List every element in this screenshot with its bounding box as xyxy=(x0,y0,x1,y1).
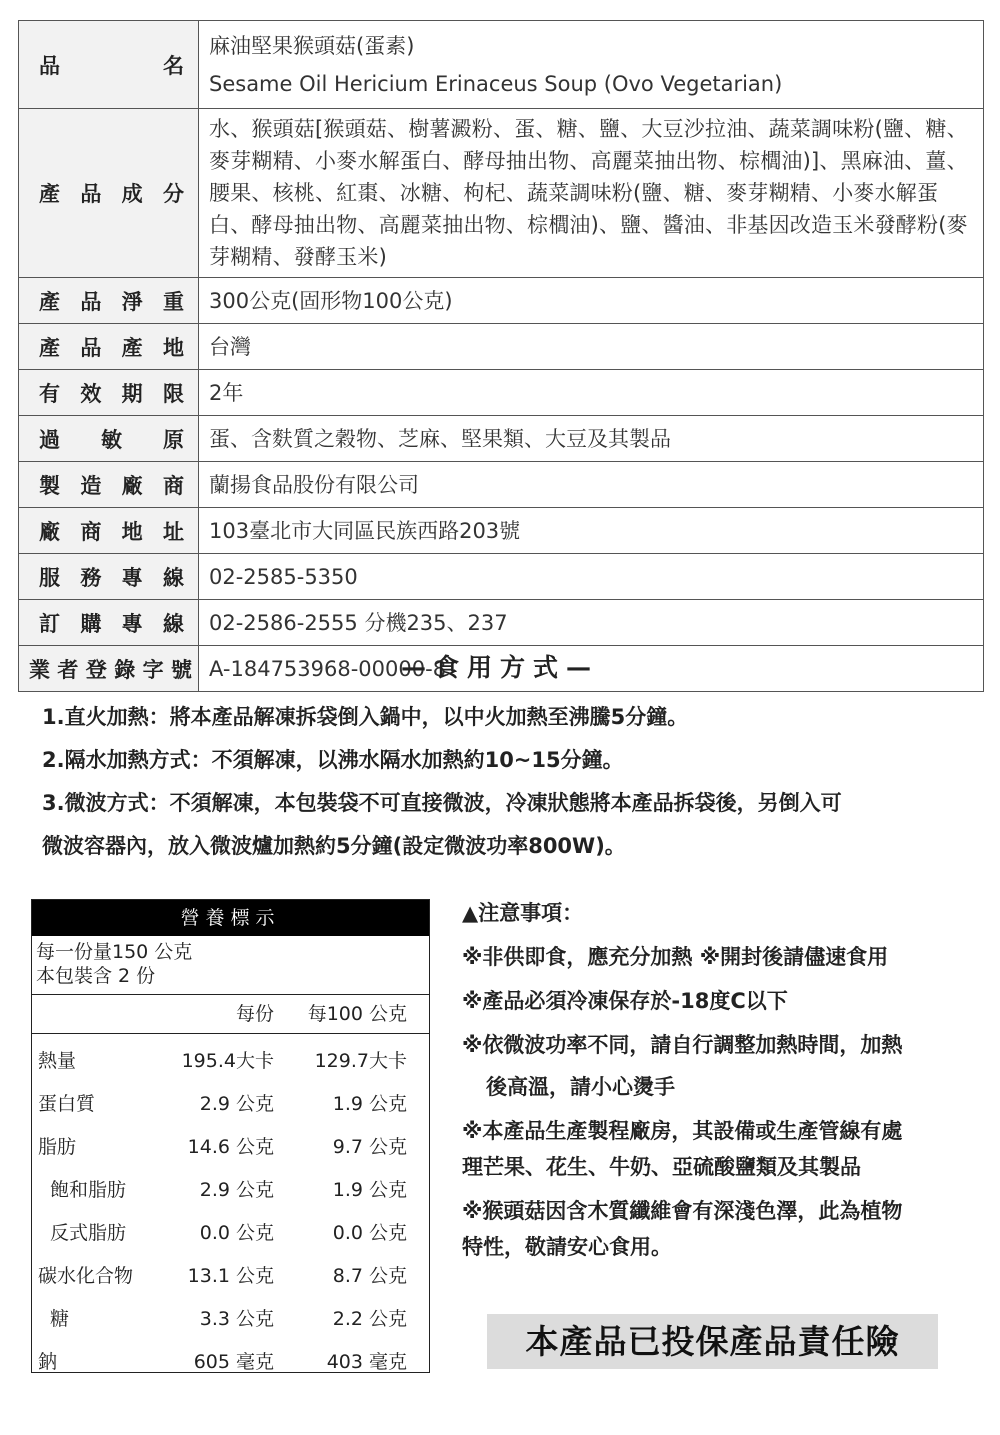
info-row-label: 有效期限 xyxy=(19,370,199,416)
info-row-value: 103臺北市大同區民族西路203號 xyxy=(199,508,984,554)
note-item: ※本產品生產製程廠房，其設備或生產管線有處 xyxy=(462,1119,903,1143)
ingredients-row xyxy=(19,109,984,278)
nutrient-per-serving: 13.1 公克 xyxy=(187,1265,274,1287)
nutrient-per-100g: 0.0 公克 xyxy=(332,1222,407,1244)
nutrient-per-100g: 9.7 公克 xyxy=(332,1136,407,1158)
note-item: ※產品必須冷凍保存於-18度C以下 xyxy=(462,989,788,1013)
nutrient-name: 蛋白質 xyxy=(38,1093,96,1115)
nutrient-per-100g: 129.7大卡 xyxy=(314,1050,407,1072)
product-name-zh: 麻油堅果猴頭菇(蛋素) xyxy=(209,33,415,58)
nutrition-row xyxy=(32,1083,429,1126)
info-row-value: 蛋、含麩質之穀物、芝麻、堅果類、大豆及其製品 xyxy=(199,416,984,462)
nutrient-name: 脂肪 xyxy=(38,1136,77,1158)
nutrient-name: 熱量 xyxy=(38,1050,77,1072)
serving-size: 每一份量150 公克 xyxy=(36,941,193,963)
nutrient-per-serving: 2.9 公克 xyxy=(199,1093,274,1115)
nutrient-per-100g: 1.9 公克 xyxy=(332,1179,407,1201)
nutrition-row xyxy=(32,1255,429,1298)
info-row-label: 服務專線 xyxy=(19,554,199,600)
nutrient-per-100g: 1.9 公克 xyxy=(332,1093,407,1115)
note-item: ※猴頭菇因含木質纖維會有深淺色澤，此為植物 xyxy=(462,1199,903,1223)
info-row-label: 業者登錄字號 xyxy=(19,646,199,692)
nutrition-row xyxy=(32,1298,429,1341)
nutrition-serving-info xyxy=(32,936,429,988)
info-row-label: 產品淨重 xyxy=(19,278,199,324)
col-header-per-100g: 每100 公克 xyxy=(307,1003,407,1025)
product-name-row xyxy=(19,21,984,109)
info-row-label: 過敏原 xyxy=(19,416,199,462)
nutrition-title: 營養標示 xyxy=(32,900,429,936)
nutrient-name: 糖 xyxy=(50,1308,70,1330)
liability-insurance-banner: 本產品已投保產品責任險 xyxy=(487,1314,938,1369)
nutrition-facts-panel xyxy=(31,899,430,1373)
info-row xyxy=(19,554,984,600)
info-row-value: 台灣 xyxy=(199,324,984,370)
notes-title: ▲注意事項： xyxy=(462,901,584,925)
info-row-label: 產品產地 xyxy=(19,324,199,370)
nutrient-name: 鈉 xyxy=(38,1351,58,1373)
ingredients-label: 產品成分 xyxy=(19,109,199,278)
nutrition-divider xyxy=(32,1033,429,1034)
info-row-value: A-184753968-00000-8 xyxy=(199,646,984,692)
note-item-continued: 後高溫，請小心燙手 xyxy=(486,1075,675,1099)
info-row-value: 2年 xyxy=(199,370,984,416)
product-name-label: 品名 xyxy=(19,21,199,109)
col-header-per-serving: 每份 xyxy=(235,1003,274,1025)
nutrient-per-serving: 14.6 公克 xyxy=(187,1136,274,1158)
info-row-value: 蘭揚食品股份有限公司 xyxy=(199,462,984,508)
nutrient-per-serving: 2.9 公克 xyxy=(199,1179,274,1201)
nutrition-row xyxy=(32,1169,429,1212)
nutrient-per-100g: 8.7 公克 xyxy=(332,1265,407,1287)
cooking-method-list xyxy=(42,696,972,868)
info-row-value: 300公克(固形物100公克) xyxy=(199,278,984,324)
nutrient-per-serving: 605 毫克 xyxy=(193,1351,274,1373)
cooking-step: 2.隔水加熱方式：不須解凍，以沸水隔水加熱約10~15分鐘。 xyxy=(42,748,624,772)
note-item-continued: 特性，敬請安心食用。 xyxy=(462,1235,672,1259)
note-item: ※非供即食，應充分加熱 ※開封後請儘速食用 xyxy=(462,945,889,969)
nutrition-row xyxy=(32,1212,429,1255)
note-item: ※依微波功率不同，請自行調整加熱時間，加熱 xyxy=(462,1033,903,1057)
product-name-en: Sesame Oil Hericium Erinaceus Soup (Ovo Vegetarian) xyxy=(209,71,783,96)
note-item-continued: 理芒果、花生、牛奶、亞硫酸鹽類及其製品 xyxy=(462,1155,861,1179)
info-row-label: 廠商地址 xyxy=(19,508,199,554)
product-name-value xyxy=(199,21,984,109)
nutrition-column-headers xyxy=(32,994,429,1033)
info-row xyxy=(19,370,984,416)
info-row xyxy=(19,462,984,508)
nutrition-row xyxy=(32,1126,429,1169)
info-row-value: 02-2585-5350 xyxy=(199,554,984,600)
info-row-label: 訂購專線 xyxy=(19,600,199,646)
cooking-step: 1.直火加熱：將本產品解凍拆袋倒入鍋中，以中火加熱至沸騰5分鐘。 xyxy=(42,705,689,729)
info-row xyxy=(19,600,984,646)
nutrient-name: 反式脂肪 xyxy=(50,1222,127,1244)
servings-per-package: 本包裝含 2 份 xyxy=(36,965,156,987)
nutrient-per-100g: 403 毫克 xyxy=(326,1351,407,1373)
ingredients-value: 水、猴頭菇[猴頭菇、樹薯澱粉、蛋、糖、鹽、大豆沙拉油、蔬菜調味粉(鹽、糖、麥芽糊精、小麥水解蛋白、酵母抽出物、高麗菜抽出物、棕櫚油)]、黑麻油、薑、腰果、核桃、紅棗、冰糖、枸杞、蔬菜調味粉(鹽、糖、麥芽糊精、小麥水解蛋白、酵母抽出物、高麗菜抽出物、棕櫚油)、鹽、醬油、非基因改造玉米發酵粉(麥芽糊精、發酵玉米) xyxy=(199,109,984,278)
product-info-table xyxy=(18,20,984,692)
nutrient-name: 飽和脂肪 xyxy=(50,1179,127,1201)
nutrition-row xyxy=(32,1341,429,1384)
info-row xyxy=(19,508,984,554)
nutrition-row xyxy=(32,1040,429,1083)
info-row xyxy=(19,416,984,462)
nutrient-per-serving: 3.3 公克 xyxy=(199,1308,274,1330)
nutrient-per-serving: 195.4大卡 xyxy=(181,1050,274,1072)
nutrient-per-serving: 0.0 公克 xyxy=(199,1222,274,1244)
info-row-label: 製造廠商 xyxy=(19,462,199,508)
cooking-step: 微波容器內，放入微波爐加熱約5分鐘(設定微波功率800W)。 xyxy=(42,834,626,858)
nutrient-name: 碳水化合物 xyxy=(38,1265,134,1287)
info-row xyxy=(19,324,984,370)
info-row xyxy=(19,278,984,324)
cooking-method-title: —食用方式— xyxy=(400,653,599,682)
info-row-value: 02-2586-2555 分機235、237 xyxy=(199,600,984,646)
nutrient-per-100g: 2.2 公克 xyxy=(332,1308,407,1330)
notes-section xyxy=(462,895,972,1265)
cooking-step: 3.微波方式：不須解凍，本包裝袋不可直接微波，冷凍狀態將本產品拆袋後，另倒入可 xyxy=(42,791,842,815)
